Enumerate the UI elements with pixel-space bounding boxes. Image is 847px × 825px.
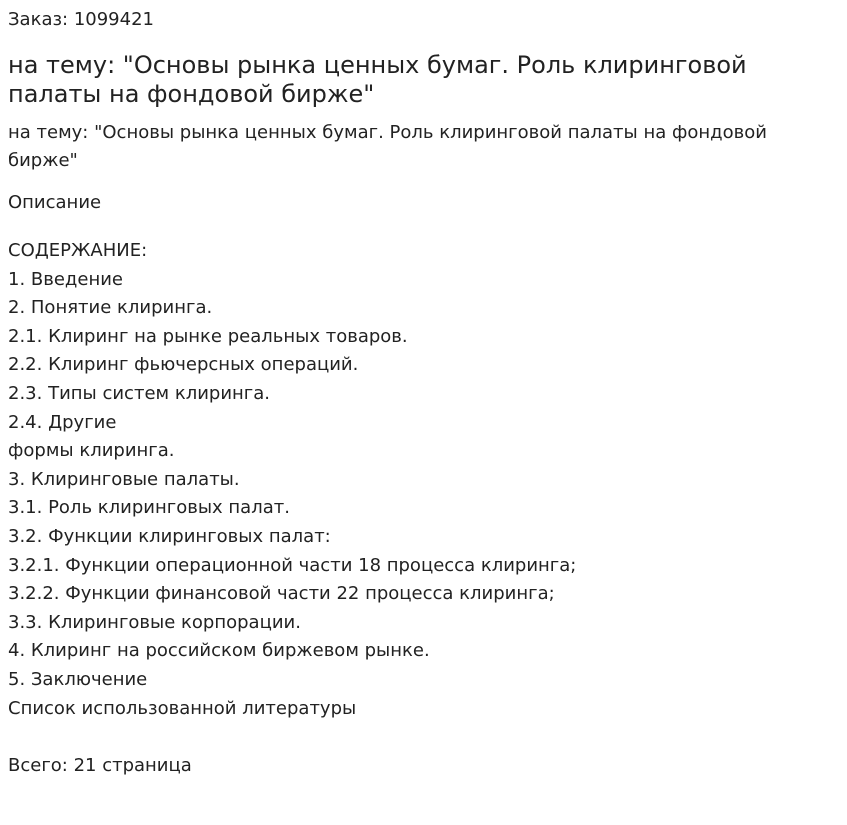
contents-heading: СОДЕРЖАНИЕ: [8,240,148,261]
contents-item: 2.4. Другие [8,411,117,433]
contents-item: 4. Клиринг на российском биржевом рынке. [8,640,430,662]
contents-item: Список использованной литературы [8,697,357,719]
contents-item: 2.1. Клиринг на рынке реальных товаров. [8,325,408,347]
subtitle: на тему: "Основы рынка ценных бумаг. Роль клиринговой палаты на фондовой бирже" [8,122,767,171]
page-count: Всего: 21 страница [8,754,192,776]
contents-item: 3.2.1. Функции операционной части 18 процесса клиринга; [8,554,577,576]
contents-item: 1. Введение [8,268,123,290]
contents-item: 5. Заключение [8,668,148,690]
blank-line [8,723,839,752]
contents-item: 3.1. Роль клиринговых палат. [8,497,290,519]
contents-item: 2. Понятие клиринга. [8,297,213,319]
description-body [8,237,839,780]
contents-item: 2.3. Типы систем клиринга. [8,382,270,404]
contents-item: 3.2.2. Функции финансовой части 22 процесса клиринга; [8,583,555,605]
contents-item: 3.2. Функции клиринговых палат: [8,525,331,547]
order-number: Заказ: 1099421 [8,9,154,30]
contents-item: формы клиринга. [8,440,175,462]
page-title: на тему: "Основы рынка ценных бумаг. Роль клиринговой палаты на фондовой бирже" [8,51,747,108]
contents-item: 2.2. Клиринг фьючерсных операций. [8,354,359,376]
contents-item: 3.3. Клиринговые корпорации. [8,611,301,633]
description-label: Описание [8,192,102,213]
contents-item: 3. Клиринговые палаты. [8,468,240,490]
